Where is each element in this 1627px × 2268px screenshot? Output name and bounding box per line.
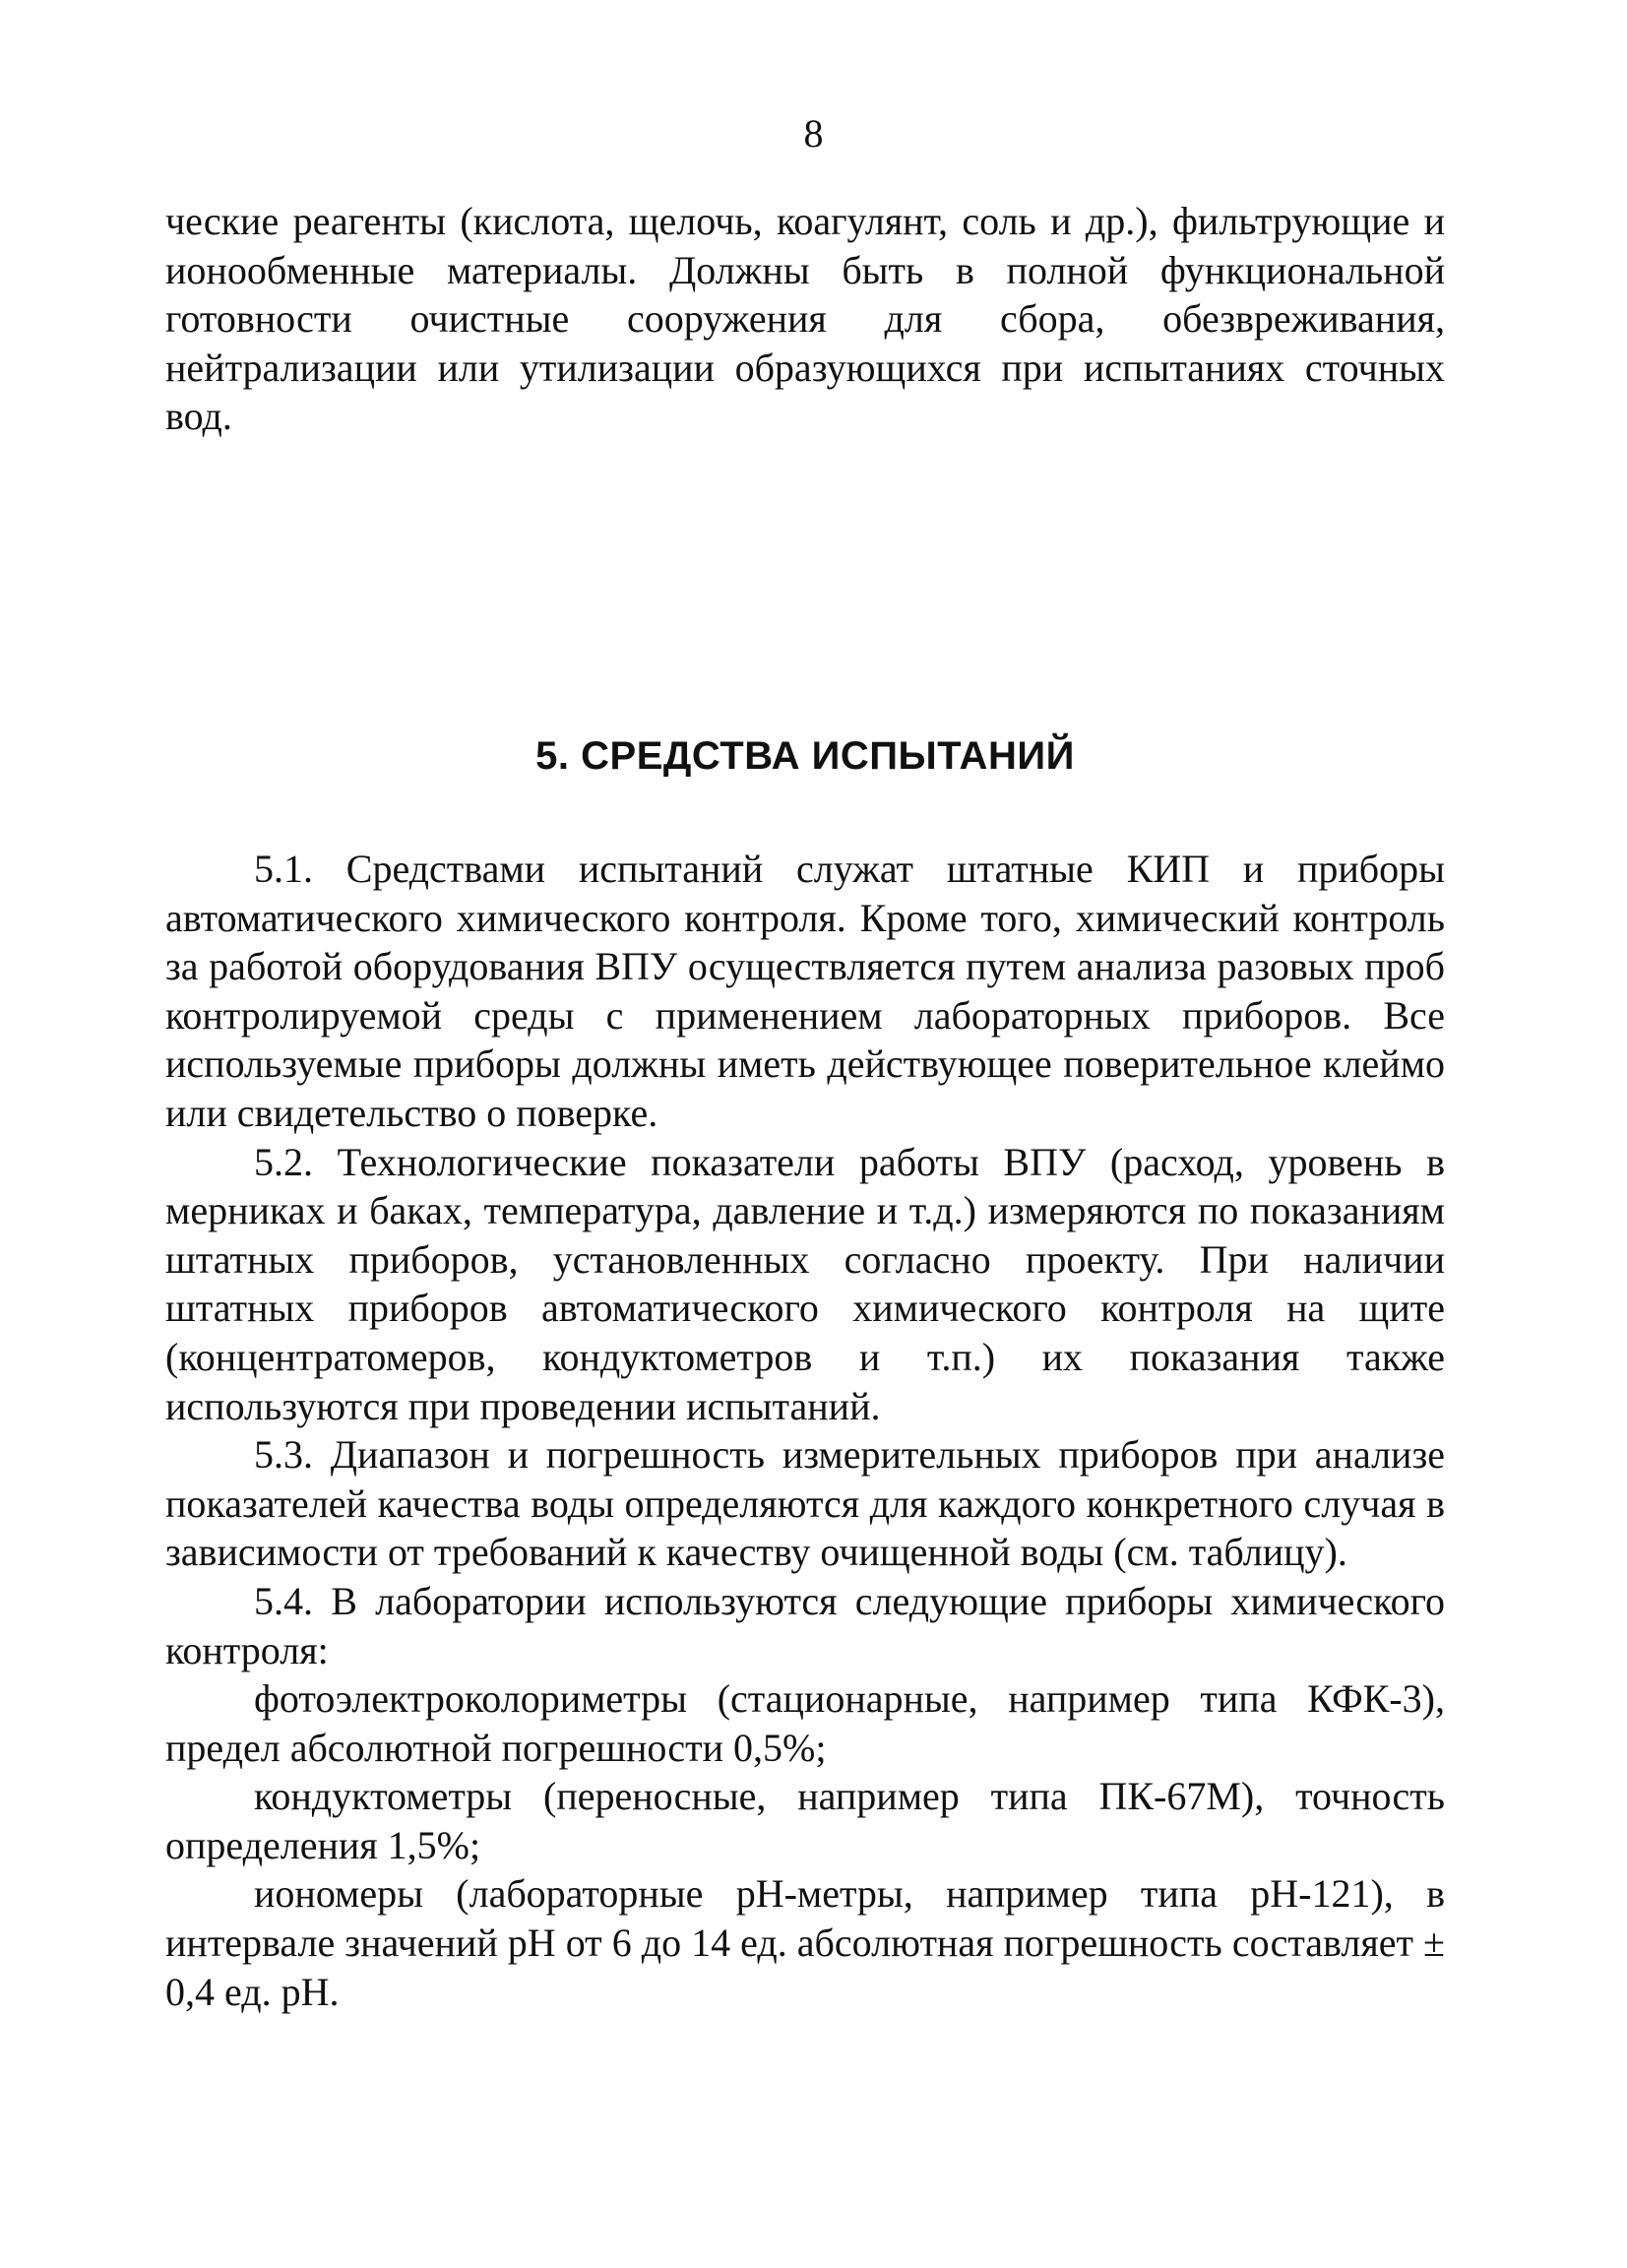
page-number: 8 [803, 111, 824, 156]
paragraph-5-1: 5.1. Средствами испытаний служат штатные КИП и приборы автоматического химического контроля. Кроме того, химический контроль за работой оборудования ВПУ осуществляется путем анализа разовых проб контролируемой среды с применением лабораторных приборов. Все используемые приборы должны иметь действующее поверительное клеймо или свидетельство о поверке. [165, 847, 1445, 1135]
section-heading: 5. СРЕДСТВА ИСПЫТАНИЙ [535, 734, 1075, 778]
section-block [165, 732, 1445, 2016]
intro-paragraph: ческие реагенты (кислота, щелочь, коагулянт, соль и др.), фильтрующие и ионообменные материалы. Должны быть в полной функциональной готовности очистные сооружения для сбора, обезвреживания, нейтрализации или утилизации образующихся при испытаниях сточных вод. [165, 199, 1445, 439]
paragraph-5-2: 5.2. Технологические показатели работы ВПУ (расход, уровень в мерниках и баках, температура, давление и т.д.) измеряются по показаниям штатных приборов, установленных согласно проекту. При наличии штатных приборов автоматического химического контроля на щите (концентратомеров, кондуктометров и т.п.) их показания также используются при проведении испытаний. [165, 1139, 1445, 1428]
paragraph-5-3: 5.3. Диапазон и погрешность измерительных приборов при анализе показателей качества воды определяются для каждого конкретного случая в зависимости от требований к качеству очищенной воды (см. таблицу). [165, 1432, 1445, 1575]
paragraph-5-4: 5.4. В лаборатории используются следующие приборы химического контроля: [165, 1578, 1445, 1672]
intro-block [165, 197, 1445, 441]
list-item-conductometers: кондуктометры (переносные, например типа ПК-67М), точность определения 1,5%; [165, 1774, 1445, 1867]
list-item-photocolorimeters: фотоэлектроколориметры (стационарные, например типа КФК-3), предел абсолютной погрешности 0,5%; [165, 1676, 1445, 1770]
list-item-ionomers: иономеры (лабораторные рН-метры, например типа рН-121), в интервале значений рН от 6 до 14 ед. абсолютная погрешность составляет ± 0,4 ед. рН. [165, 1871, 1445, 2014]
